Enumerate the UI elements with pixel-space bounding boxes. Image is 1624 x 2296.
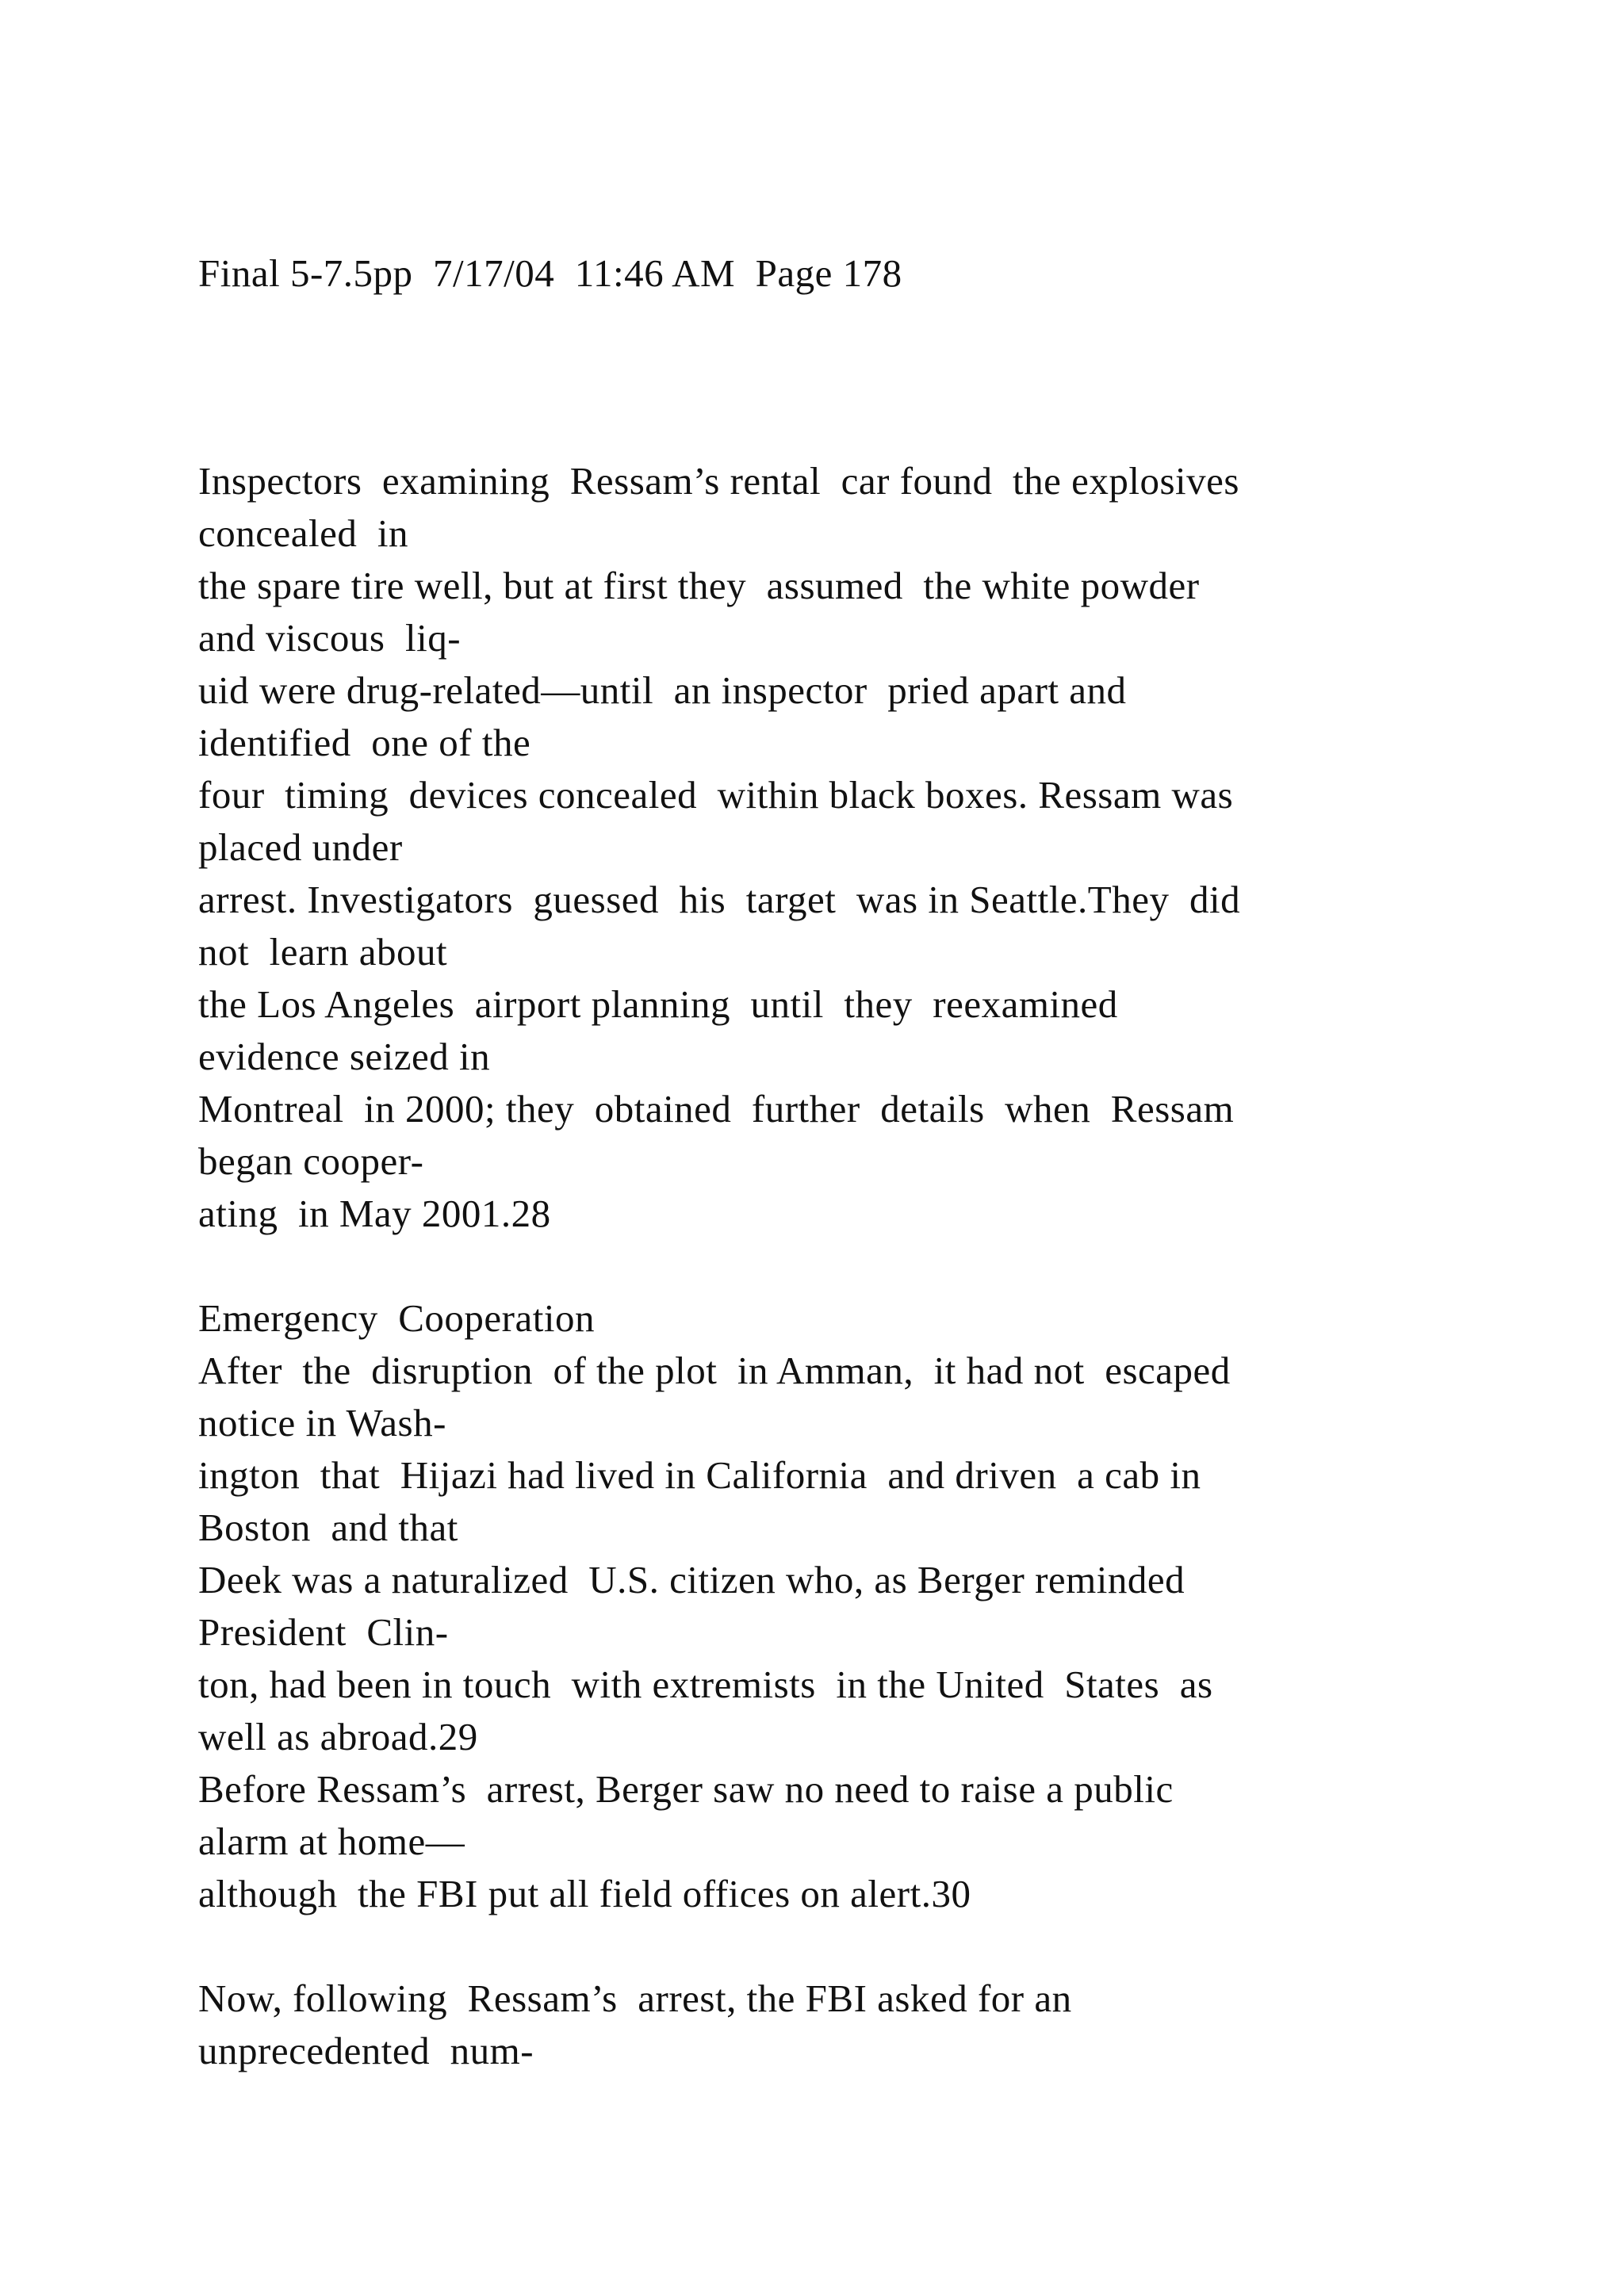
text-line: although the FBI put all field offices on alert.30 xyxy=(198,1872,971,1915)
section-emergency-cooperation xyxy=(198,1292,1483,1920)
text-line: unprecedented num- xyxy=(198,2029,534,2072)
paragraph-1 xyxy=(198,455,1483,1240)
text-line: President Clin- xyxy=(198,1610,449,1654)
text-line: After the disruption of the plot in Amman, it had not escaped xyxy=(198,1349,1231,1392)
text-line: Before Ressam’s arrest, Berger saw no need to raise a public xyxy=(198,1767,1174,1811)
text-line: ton, had been in touch with extremists in the United States as xyxy=(198,1663,1213,1706)
text-line: placed under xyxy=(198,825,403,869)
text-line: and viscous liq- xyxy=(198,616,462,660)
text-line: began cooper- xyxy=(198,1139,424,1183)
text-line: four timing devices concealed within black boxes. Ressam was xyxy=(198,773,1234,817)
text-line: arrest. Investigators guessed his target was in Seattle.They did xyxy=(198,878,1241,921)
text-line: Now, following Ressam’s arrest, the FBI asked for an xyxy=(198,1976,1072,2020)
text-line: alarm at home— xyxy=(198,1820,465,1863)
text-line: Deek was a naturalized U.S. citizen who, as Berger reminded xyxy=(198,1558,1185,1601)
paragraph-3 xyxy=(198,1973,1483,2077)
text-line: concealed in xyxy=(198,511,408,555)
paragraph-gap xyxy=(198,1920,1483,1973)
text-line: Boston and that xyxy=(198,1506,458,1549)
text-line: identified one of the xyxy=(198,721,531,764)
text-line: ington that Hijazi had lived in California and driven a cab in xyxy=(198,1453,1201,1497)
page-header: Final 5-7.5pp 7/17/04 11:46 AM Page 178 xyxy=(198,251,902,295)
text-line: the Los Angeles airport planning until they reexamined xyxy=(198,982,1118,1026)
text-line: ating in May 2001.28 xyxy=(198,1192,551,1235)
text-line: uid were drug-related—until an inspector pried apart and xyxy=(198,668,1127,712)
text-line: not learn about xyxy=(198,930,448,974)
text-line: Inspectors examining Ressam’s rental car found the explosives xyxy=(198,459,1239,503)
text-line: evidence seized in xyxy=(198,1035,491,1078)
paragraph-gap xyxy=(198,1240,1483,1292)
body-text xyxy=(198,455,1483,2077)
section-heading: Emergency Cooperation xyxy=(198,1296,595,1340)
text-line: the spare tire well, but at first they assumed the white powder xyxy=(198,564,1200,607)
text-line: well as abroad.29 xyxy=(198,1715,478,1758)
text-line: Montreal in 2000; they obtained further details when Ressam xyxy=(198,1087,1235,1131)
text-line: notice in Wash- xyxy=(198,1401,446,1445)
